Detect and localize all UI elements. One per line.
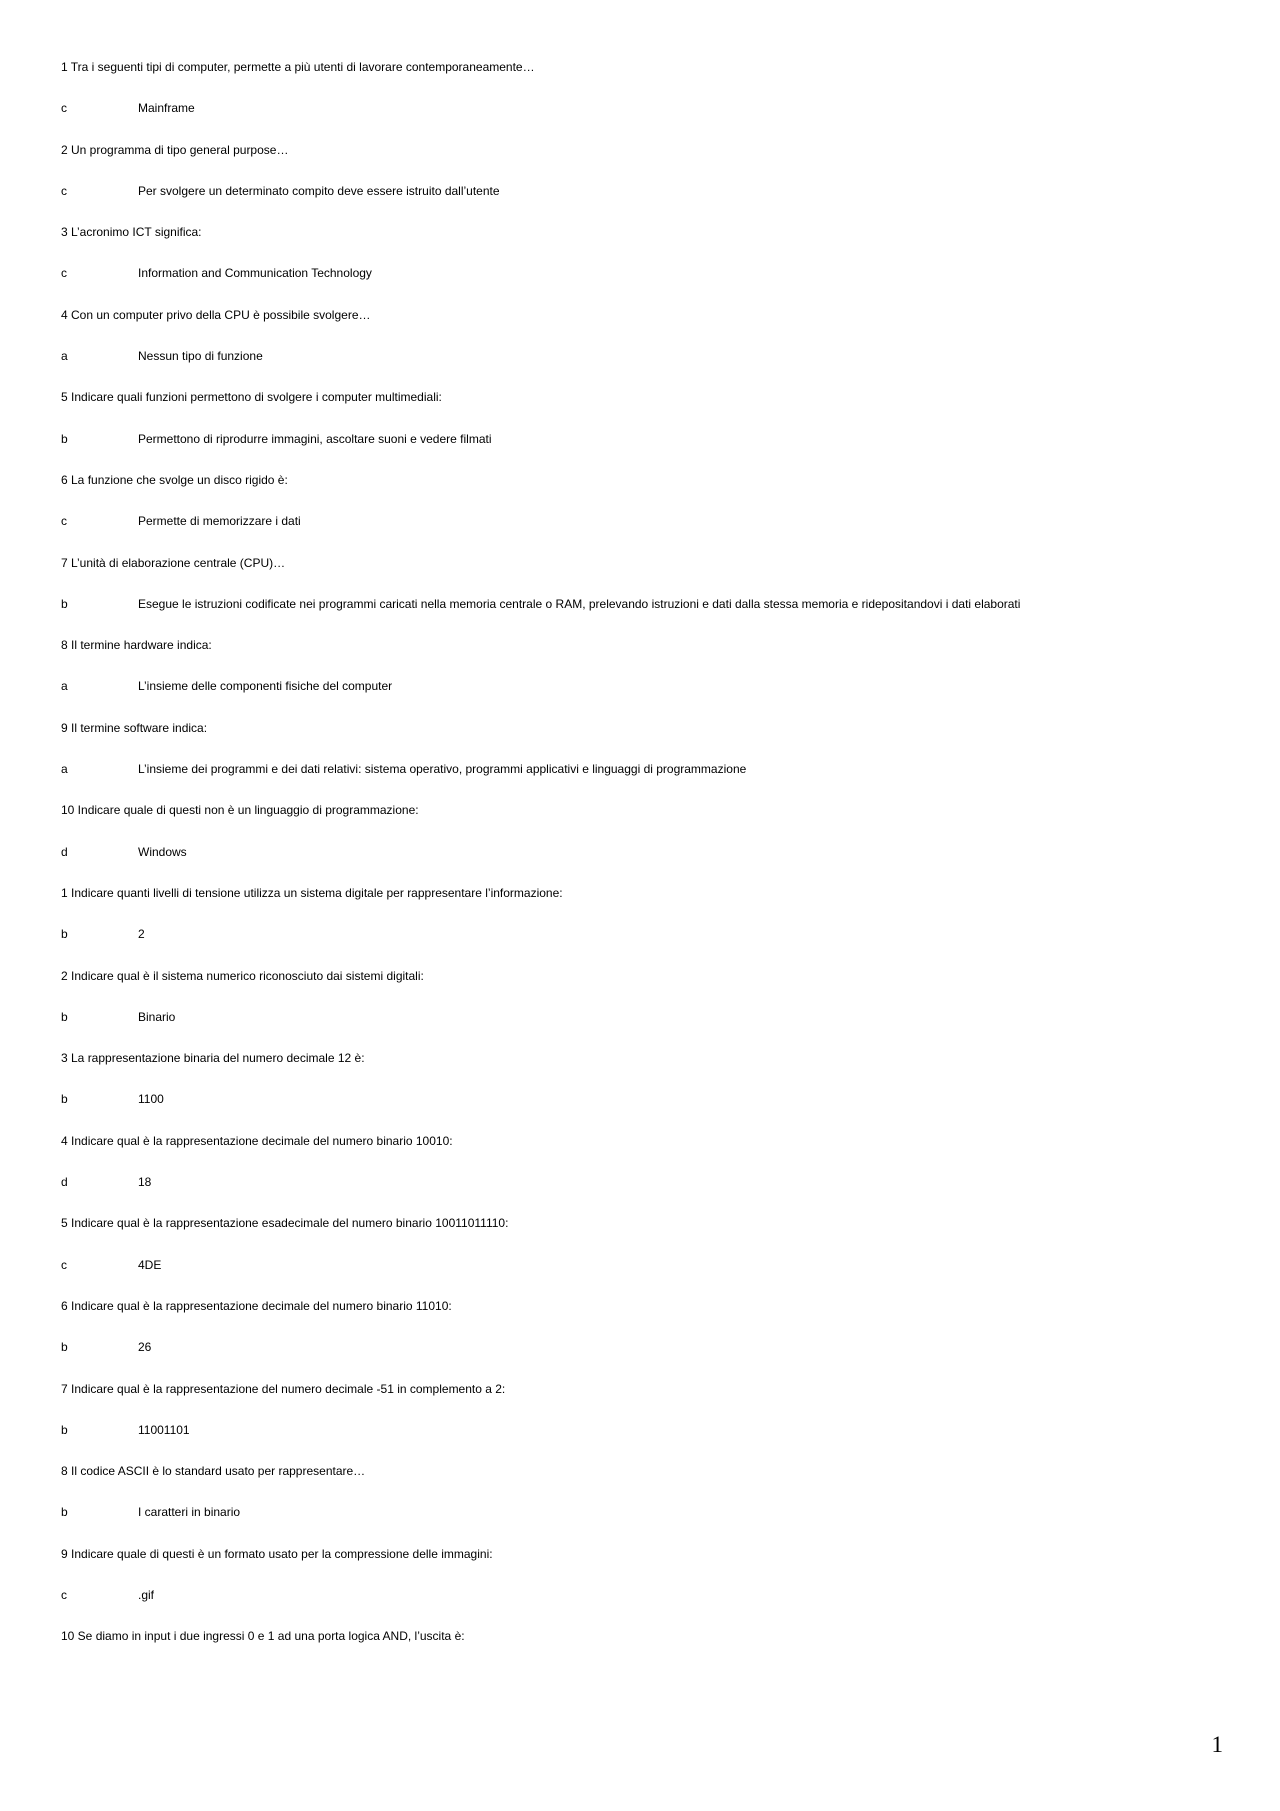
answer-row <box>61 1009 1221 1050</box>
answer-text: I caratteri in binario <box>138 1505 241 1520</box>
answer-row <box>61 513 1221 554</box>
answer-text: Permette di memorizzare i dati <box>138 514 301 529</box>
answer-letter: b <box>61 596 68 611</box>
answer-text: 1100 <box>138 1092 164 1107</box>
answer-text: .gif <box>138 1587 155 1602</box>
answer-letter: c <box>61 1257 67 1272</box>
answer-text: Binario <box>138 1009 176 1024</box>
question-text: 2 Un programma di tipo general purpose… <box>61 142 289 157</box>
question-text: 8 Il codice ASCII è lo standard usato per rappresentare… <box>61 1464 366 1479</box>
answer-letter: b <box>61 431 68 446</box>
question-text: 1 Tra i seguenti tipi di computer, permette a più utenti di lavorare contemporaneamente… <box>61 60 535 74</box>
answer-letter: c <box>61 266 67 281</box>
answer-letter: a <box>61 762 68 777</box>
answer-text: L’insieme dei programmi e dei dati relativi: sistema operativo, programmi applicativi e linguaggi di programmazione <box>138 762 747 777</box>
answer-row <box>61 1091 1221 1132</box>
answer-row <box>61 100 1221 141</box>
question-text: 9 Il termine software indica: <box>61 720 208 735</box>
answer-text: Per svolgere un determinato compito deve essere istruito dall’utente <box>138 183 500 198</box>
answer-text: Windows <box>138 844 187 859</box>
question-text: 3 L’acronimo ICT significa: <box>61 225 202 240</box>
question-text: 6 La funzione che svolge un disco rigido è: <box>61 472 288 487</box>
answer-row <box>61 1257 1221 1298</box>
question-text: 5 Indicare qual è la rappresentazione esadecimale del numero binario 10011011110: <box>61 1216 509 1231</box>
answer-text: Information and Communication Technology <box>138 266 372 281</box>
question-text: 3 La rappresentazione binaria del numero decimale 12 è: <box>61 1051 365 1066</box>
answer-row <box>61 596 1221 637</box>
answer-row <box>61 1174 1221 1215</box>
answer-row <box>61 1587 1221 1628</box>
answer-row <box>61 678 1221 719</box>
answer-row <box>61 1422 1221 1463</box>
question-text: 8 Il termine hardware indica: <box>61 638 212 653</box>
answer-row <box>61 1339 1221 1380</box>
answer-letter: b <box>61 1340 68 1355</box>
question-text: 5 Indicare quali funzioni permettono di svolgere i computer multimediali: <box>61 390 442 405</box>
answer-letter: a <box>61 349 68 364</box>
answer-text: Esegue le istruzioni codificate nei programmi caricati nella memoria centrale o RAM, prelevando istruzioni e dati dalla stessa memoria e ridepositandovi i dati elaborati <box>138 596 1021 611</box>
question-text: 7 L’unità di elaborazione centrale (CPU)… <box>61 555 286 570</box>
answer-row <box>61 183 1221 224</box>
question-text: 6 Indicare qual è la rappresentazione decimale del numero binario 11010: <box>61 1298 452 1313</box>
question-text: 9 Indicare quale di questi è un formato usato per la compressione delle immagini: <box>61 1546 493 1561</box>
answer-row <box>61 431 1221 472</box>
answer-row <box>61 348 1221 389</box>
question-text: 2 Indicare qual è il sistema numerico riconosciuto dai sistemi digitali: <box>61 968 424 983</box>
answer-row <box>61 926 1221 967</box>
answer-row <box>61 1504 1221 1545</box>
answer-text: Mainframe <box>138 101 195 116</box>
page-number: 1 <box>1211 1732 1223 1757</box>
answer-text: Permettono di riprodurre immagini, ascoltare suoni e vedere filmati <box>138 431 492 446</box>
answer-letter: b <box>61 1505 68 1520</box>
answer-text: 18 <box>138 1175 152 1190</box>
question-list <box>61 59 1221 1670</box>
answer-row <box>61 761 1221 802</box>
answer-text: 26 <box>138 1340 152 1355</box>
answer-row <box>61 844 1221 885</box>
answer-text: 2 <box>138 927 145 942</box>
answer-letter: d <box>61 844 68 859</box>
answer-letter: c <box>61 183 67 198</box>
answer-letter: b <box>61 1422 68 1437</box>
answer-letter: d <box>61 1175 68 1190</box>
question-text: 10 Se diamo in input i due ingressi 0 e 1 ad una porta logica AND, l’uscita è: <box>61 1629 465 1644</box>
question-text: 7 Indicare qual è la rappresentazione del numero decimale -51 in complemento a 2: <box>61 1381 506 1396</box>
question-text: 4 Indicare qual è la rappresentazione decimale del numero binario 10010: <box>61 1133 453 1148</box>
answer-letter: a <box>61 679 68 694</box>
question-text: 1 Indicare quanti livelli di tensione utilizza un sistema digitale per rappresentare l’informazione: <box>61 885 563 900</box>
question-text: 10 Indicare quale di questi non è un linguaggio di programmazione: <box>61 803 419 818</box>
question-text: 4 Con un computer privo della CPU è possibile svolgere… <box>61 307 371 322</box>
answer-row <box>61 265 1221 306</box>
answer-text: 11001101 <box>138 1422 190 1437</box>
answer-letter: c <box>61 1587 67 1602</box>
answer-text: L’insieme delle componenti fisiche del computer <box>138 679 393 694</box>
answer-text: Nessun tipo di funzione <box>138 349 263 364</box>
answer-text: 4DE <box>138 1257 162 1272</box>
answer-letter: b <box>61 1009 68 1024</box>
answer-letter: c <box>61 514 67 529</box>
answer-letter: b <box>61 1092 68 1107</box>
answer-letter: c <box>61 101 67 116</box>
answer-letter: b <box>61 927 68 942</box>
